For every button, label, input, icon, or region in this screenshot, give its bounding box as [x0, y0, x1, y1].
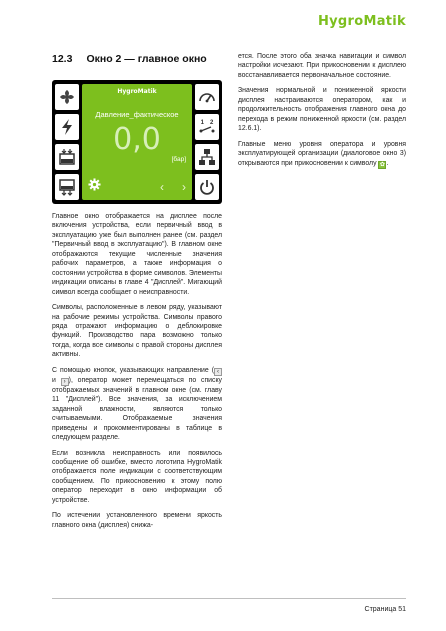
arrow-left-icon: ‹ — [214, 368, 222, 376]
settings-gear-icon: ✿ — [379, 161, 385, 168]
lightning-icon — [55, 114, 79, 140]
gauge-icon — [195, 84, 219, 110]
arrow-right-button[interactable]: › — [182, 180, 186, 194]
text-segment: ), оператор может перемещаться по списку отображаемых значений в главном окне (см. главу 11 "Дисплей"). Все значения, за исключением заданной влажности, являются только считываемыми. Отображаемые значения приведены и прокомментированы в таблице в следующем разделе. — [52, 376, 223, 442]
paragraph: Символы, расположенные в левом ряду, указывают на рабочие режимы устройства. Символы правого ряда отражают информацию о деблокировке функций. Производство пара возможно только тогда, когда все символы с правой стороны дисплея активны. — [52, 304, 222, 359]
paragraph-menu — [238, 140, 406, 169]
brand-logo — [318, 14, 406, 29]
fan-icon — [55, 84, 79, 110]
gear-icon[interactable] — [88, 178, 101, 196]
parameter-label: Давление_фактическое — [95, 110, 179, 119]
text-segment: Главные меню уровня оператора и уровня эксплуатирующей организации (диалоговое окно 3) открываются при прикосновении к символу — [238, 140, 406, 167]
right-icon-column — [195, 84, 219, 200]
text-segment: . — [386, 159, 389, 167]
paragraph: Если возникла неисправность или появилось сообщение об ошибке, вместо логотипа HygroMatik отображается поле индикации с соответствующим сообщением. По прикосновению к этому полю оператор переходит в окно информации об устройстве. — [52, 449, 222, 504]
paragraph-navigation — [52, 366, 222, 443]
section-number: 12.3 — [52, 53, 73, 65]
left-text-column — [52, 212, 222, 536]
paragraph: Значения нормальной и пониженной яркости дисплея настраиваются оператором, как и продолжительность отображения главного окна до перехода в режим пониженной яркости (см. раздел 12.6.1). — [238, 87, 406, 133]
section-heading — [52, 53, 207, 65]
footer-divider — [52, 598, 406, 599]
parameter-unit: [бар] — [171, 156, 186, 163]
power-icon — [195, 174, 219, 200]
right-text-column — [238, 52, 406, 175]
arrow-left-button[interactable]: ‹ — [160, 180, 164, 194]
parameter-value: 0,0 — [113, 122, 161, 157]
left-icon-column — [55, 84, 79, 200]
main-display-panel[interactable] — [82, 84, 192, 200]
logo-part-2: Matik — [363, 14, 406, 29]
device-screen — [52, 80, 222, 204]
panel-bottom-bar — [88, 180, 186, 194]
switch-num-2: 2 — [210, 120, 214, 126]
tank-fill-icon — [55, 144, 79, 170]
tank-drain-icon — [55, 174, 79, 200]
paragraph: ется. После этого оба значка навигации и символ настройки исчезают. При прикосновении к дисплею восстанавливается первоначальное состояние. — [238, 53, 406, 79]
network-icon — [195, 144, 219, 170]
paragraph: По истечении установленного времени яркость главного окна (дисплея) снижа- — [52, 512, 222, 529]
switch-1-2-icon — [195, 114, 219, 140]
page-number: Страница 51 — [364, 606, 406, 613]
arrow-right-icon: › — [61, 378, 69, 386]
text-segment: и — [52, 376, 61, 384]
section-title: Окно 2 — главное окно — [86, 53, 207, 65]
text-segment: С помощью кнопок, указывающих направление ( — [52, 366, 214, 374]
screen-logo: HygroMatik — [117, 88, 157, 95]
logo-part-1: Hygro — [317, 14, 364, 29]
switch-num-1: 1 — [200, 120, 204, 126]
paragraph: Главное окно отображается на дисплее после включения устройства, если первичный ввод в эксплуатацию уже был выполнен ранее (см. раздел "Первичный ввод в эксплуатацию"). В главном окне отображаются текущие численные значения рабочих параметров, а также информация о состоянии устройства в форме символов. Элементы индикации описаны в главе 4 "Дисплей". Мигающий символ всегда сообщает о неисправности. — [52, 213, 222, 296]
